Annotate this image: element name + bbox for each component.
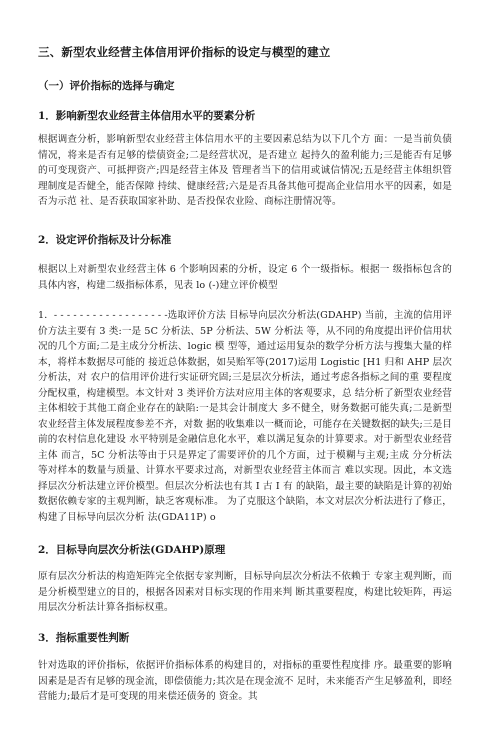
importance-heading: 3．指标重要性判断	[38, 632, 130, 644]
method-selection-body: 1．- - - - - - - - - - - - - - - - - -选取评价方法 目标导向层次分析法(GDAHP) 当前，主流的信用评价方法主要有 3 类:一是 5C 分析法、5P 分析法、5W 分析法 等，从不同的角度提出评价信用状况的几个方面;二是主成分分析法、logic 模 型等，通过运用复杂的数学分析方法与搜集大量的样本，将样本数据尽可能的 接近总体数据，如吴贻军等(2017)运用 Logistic [H1 归和 AHP 层次分析法，对 农户的信用评价进行实证研究固;三是层次分析法，通过考虑各指标之间的重 要程度分配权重，构建模型。本文针对 3 类评价方法对应用主体的客观要求，总 结分析了新型农业经营主体相较于其他工商企业存在的缺陷:一是其会计制度大 多不健全，财务数据可能失真;二是新型农业经营主体发展程度参差不齐，对数 据的收集难以一概而论，可能存在关键数据的缺失;三是目前的农村信息化建设 水平特别是金融信息化水平，难以满足复杂的计算要求。对于新型农业经营主体 而言，5C 分析法等由于只是界定了需要评价的几个方面，过于模糊与主观;主成 分分析法等对样本的数量与质量、计算水平要求过高，对新型农业经营主体而言 难以实现。因此，本文选择层次分析法建立评价模型。但层次分析法也有其 I 古 I 有 的缺陷，最主要的缺陷是计算的初始数据依赖专家的主观判断，缺乏客观标准。 为了克服这个缺陷，本文对层次分析法进行了修正，构建了目标导向层次分析 法(GDA11P) o	[38, 310, 452, 523]
item-2-body: 根据以上对新型农业经营主体 6 个影响因素的分析，设定 6 个一级指标。根据一 级指标包含的具体内容，构建二级指标体系，见表 lo (-)建立评价模型	[38, 264, 452, 291]
subsection-title: （一）评价指标的选择与确定	[38, 80, 175, 92]
gdahp-principle-heading: 2．目标导向层次分析法(GDAHP)原理	[38, 544, 226, 556]
item-1-body: 根据调查分析，影响新型农业经营主体信用水平的主要因素总结为以下几个方 面：一是当前负债情况，将来是否有足够的偿债资金;二是经营状况，是否建立 起持久的盈利能力;三是能否有足够的可变现资产、可抵押资产;四是经营主体及 管理者当下的信用或诚信情况;五是经营主体组织管理制度是否健全，能否保障 持续、健康经营;六是是否具备其他可提高企业信用水平的因素，如是否为示范 社、是否获取国家补助、是否投保农业险、商标注册情况等。	[38, 134, 452, 207]
item-1-heading: 1．影响新型农业经营主体信用水平的要素分析	[38, 110, 256, 122]
gdahp-principle-body: 原有层次分析法的构造矩阵完全依据专家判断，目标导向层次分析法不依赖于 专家主观判断，而是分析模型建立的目的，根据各因素对目标实现的作用来判 断其重要程度，构建比较矩阵，再运用层次分析法计算各指标权重。	[38, 571, 452, 613]
section-title: 三、新型农业经营主体信用评价指标的设定与模型的建立	[38, 45, 331, 59]
item-2-heading: 2．设定评价指标及计分标准	[38, 234, 172, 246]
importance-body: 针对选取的评价指标，依据评价指标体系的构建目的，对指标的重要性程度排 序。最重要的影响因素是是否有足够的现金流，即偿债能力;其次是在现金流不 足时，未来能否产生足够盈利，即经营能力;最后才是可变现的用来偿还债务的 资金。其	[38, 660, 452, 702]
